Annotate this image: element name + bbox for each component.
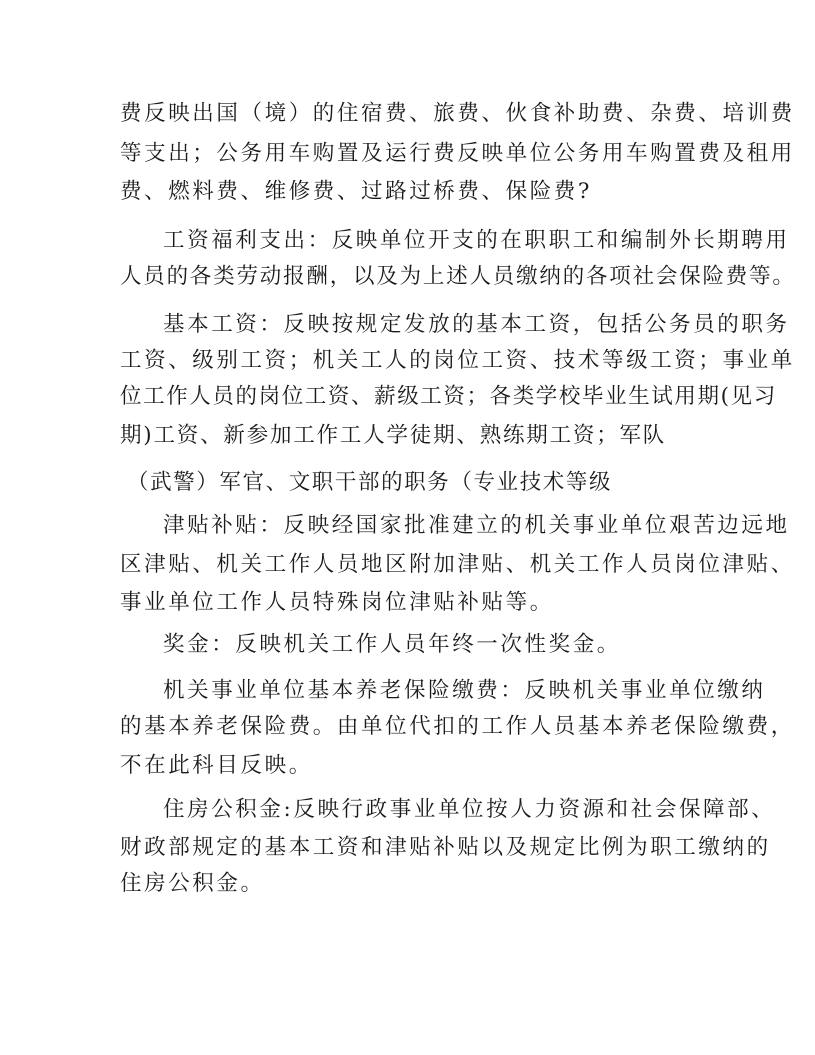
text-line: 位工作人员的岗位工资、薪级工资；各类学校毕业生试用期(见习 [120,384,777,409]
text-line: 基本工资：反映按规定发放的基本工资，包括公务员的职务 [163,312,790,337]
text-line: 区津贴、机关工作人员地区附加津贴、机关工作人员岗位津贴、 [120,552,795,577]
text-line: 财政部规定的基本工资和津贴补贴以及规定比例为职工缴纳的 [120,835,771,860]
text-line: （武警）军官、文职干部的职务（专业技术等级 [127,470,613,495]
text-line: 住房公积金:反映行政事业单位按人力资源和社会保障部、 [163,797,776,822]
text-line: 等支出；公务用车购置及运行费反映单位公务用车购置费及租用 [120,141,795,166]
text-line: 工资、级别工资；机关工人的岗位工资、技术等级工资；事业单 [120,348,795,373]
text-line: 人员的各类劳动报酬，以及为上述人员缴纳的各项社会保险费等。 [120,264,796,289]
text-line: 事业单位工作人员特殊岗位津贴补贴等。 [120,590,554,615]
text-line: 期)工资、新参加工作工人学徒期、熟练期工资；军队 [120,423,667,448]
text-line: 津贴补贴：反映经国家批准建立的机关事业单位艰苦边远地 [163,513,790,538]
text-line: 费、燃料费、维修费、过路过桥费、保险费? [120,179,593,204]
text-line: 奖金：反映机关工作人员年终一次性奖金。 [163,632,621,657]
text-line: 工资福利支出：反映单位开支的在职职工和编制外长期聘用 [163,228,790,253]
text-line: 住房公积金。 [120,871,265,896]
text-line: 机关事业单位基本养老保险缴费：反映机关事业单位缴纳 [163,678,766,703]
text-line: 不在此科目反映。 [120,753,313,778]
text-line: 的基本养老保险费。由单位代扣的工作人员基本养老保险缴费， [120,714,795,739]
text-line: 费反映出国（境）的住宿费、旅费、伙食补助费、杂费、培训费 [120,101,795,126]
